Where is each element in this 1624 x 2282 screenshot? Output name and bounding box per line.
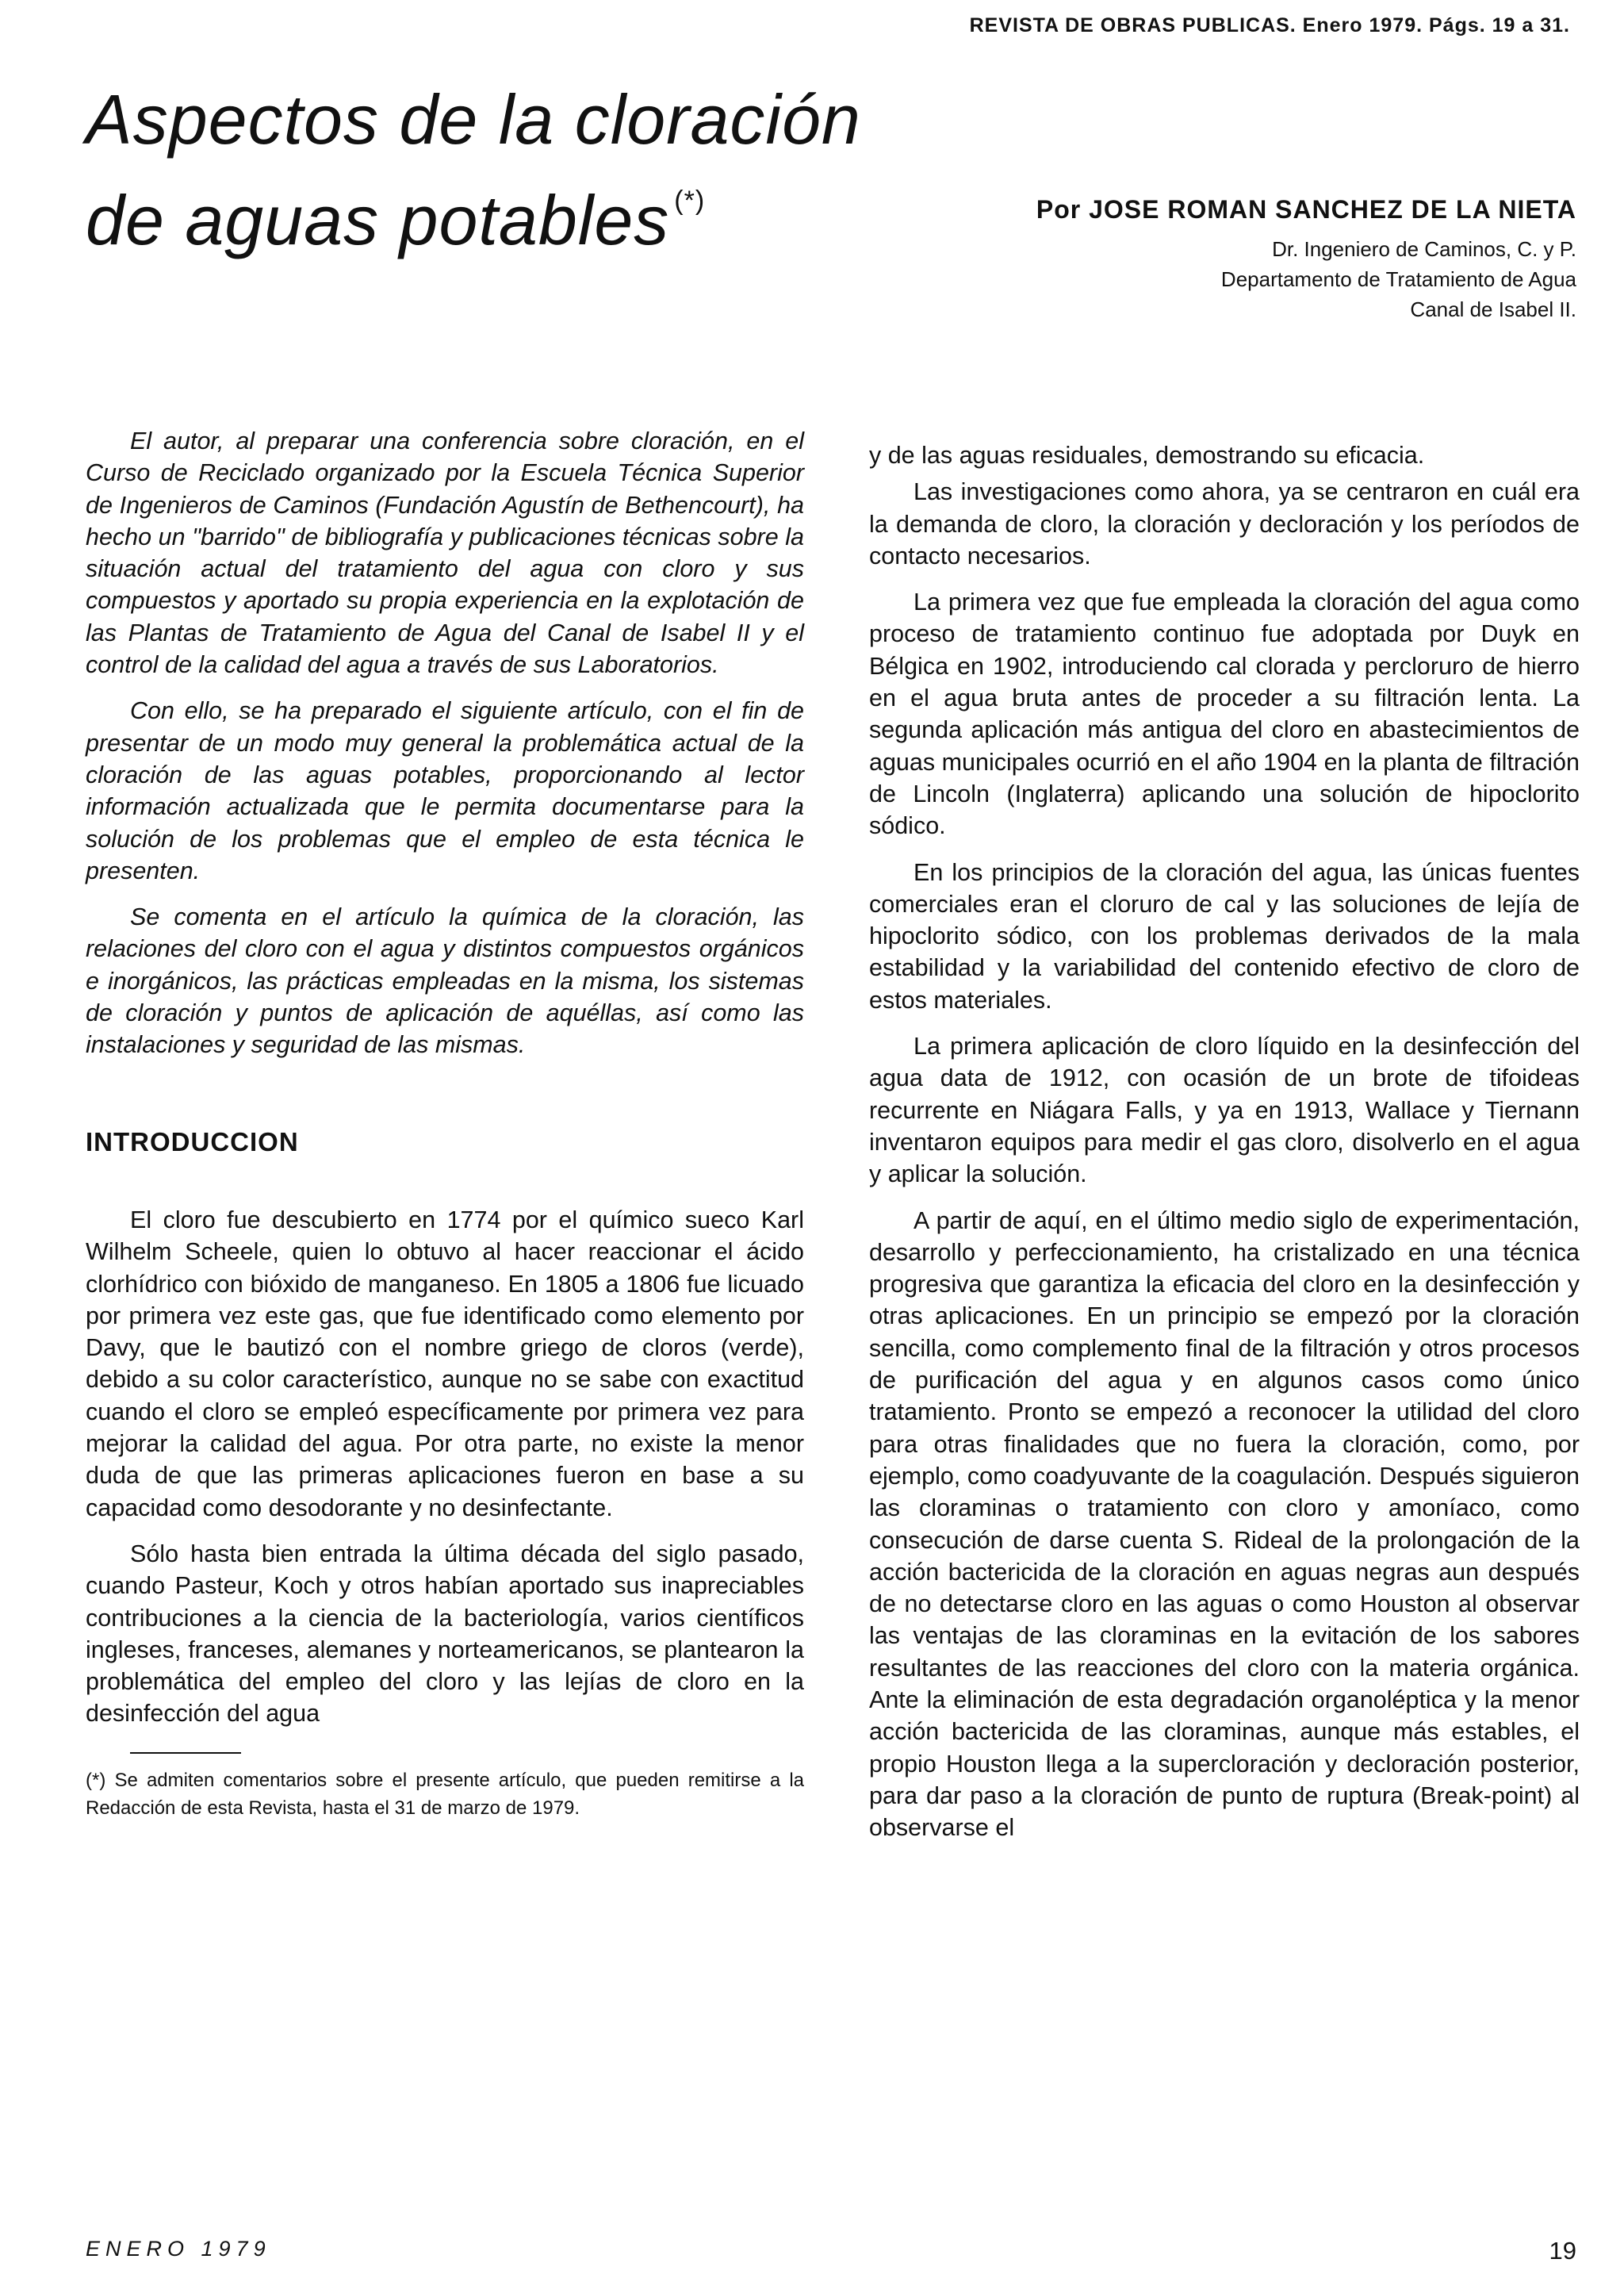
footer-issue-date: ENERO 1979 <box>86 2237 271 2261</box>
running-head: REVISTA DE OBRAS PUBLICAS. Enero 1979. Págs. 19 a 31. <box>969 14 1570 36</box>
abstract <box>86 425 804 1061</box>
title-line-1: Aspectos de la cloración <box>86 80 861 159</box>
title-line-2 <box>86 160 861 261</box>
title-footnote-mark: (*) <box>674 186 706 216</box>
page-number: 19 <box>1549 2237 1576 2265</box>
body-paragraph: A partir de aquí, en el último medio siglo de experimentación, desarrollo y perfeccionamiento, ha cristalizado en una técnica progresiva que garantiza la eficacia del cloro en la desinfección y otras aplicaciones. En un principio se empezó por la cloración sencilla, como complemento final de la filtración y otros procesos de purificación del agua y en algunos casos como único tratamiento. Pronto se empezó a reconocer la utilidad del cloro para otras finalidades que no fuera la cloración, como, por ejemplo, como coadyuvante de la coagulación. Después siguieron las cloraminas o tratamiento con cloro y amoníaco, como consecución de darse cuenta S. Rideal de la prolongación de la acción bactericida de la cloración en aguas negras aun después de no detectarse cloro en las aguas o como Houston al observar las ventajas de las cloraminas en la evitación de los sabores resultantes de las reacciones del cloro con la materia orgánica. Ante la eliminación de esta degradación organoléptica y la menor acción bactericida de las cloraminas, aunque más estables, el propio Houston llega a la supercloración y decloración posterior, para dar paso a la cloración de punto de ruptura (Break-point) al observarse el <box>869 1206 1580 1842</box>
section-heading-introduccion: INTRODUCCION <box>86 1126 299 1156</box>
article-title <box>86 79 861 261</box>
left-column <box>86 425 804 1822</box>
abstract-paragraph: El autor, al preparar una conferencia sobre cloración, en el Curso de Reciclado organizado por la Escuela Técnica Superior de Ingenieros de Caminos (Fundación Agustín de Bethencourt), ha hecho un "barrido" de bibliografía y publicaciones técnicas sobre la situación actual del tratamiento del agua con cloro y sus compuestos y aportado su propia experiencia en la explotación de las Plantas de Tratamiento de Agua del Canal de Isabel II y el control de la calidad del agua a través de sus Laboratorios. <box>86 428 804 679</box>
footnote-divider <box>130 1752 241 1754</box>
footnote: (*) Se admiten comentarios sobre el presente artículo, que pueden remitirse a la Redacción de esta Revista, hasta el 31 de marzo de 1979. <box>86 1769 804 1819</box>
body-paragraph-continuation: y de las aguas residuales, demostrando su eficacia. <box>869 442 1425 469</box>
byline <box>872 195 1576 324</box>
body-paragraph: La primera aplicación de cloro líquido en la desinfección del agua data de 1912, con ocasión de un brote de tifoideas recurrente en Niágara Falls, y ya en 1913, Wallace y Tiernann inventaron equipos para medir el gas cloro, disolverlo en el agua y aplicar la solución. <box>869 1033 1580 1188</box>
abstract-paragraph: Se comenta en el artículo la química de la cloración, las relaciones del cloro con el agua y distintos compuestos orgánicos e inorgánicos, las prácticas empleadas en la misma, los sistemas de cloración y puntos de aplicación de aquéllas, así como las instalaciones y seguridad de las mismas. <box>86 903 804 1059</box>
body-paragraph: Sólo hasta bien entrada la última década del siglo pasado, cuando Pasteur, Koch y otros habían aportado sus inapreciables contribuciones a la ciencia de la bacteriología, varios científicos ingleses, franceses, alemanes y norteamericanos, se plantearon la problemática del empleo del cloro y las lejías de cloro en la desinfección del agua <box>86 1540 804 1728</box>
affiliation-department: Departamento de Tratamiento de Agua <box>1220 267 1576 291</box>
affiliation-organization: Canal de Isabel II. <box>1410 297 1576 321</box>
body-paragraph: En los principios de la cloración del agua, las únicas fuentes comerciales eran el cloruro de cal y las soluciones de lejía de hipoclorito sódico, con los problemas derivados de la mala estabilidad y la variabilidad del contenido efectivo de cloro de estos materiales. <box>869 858 1580 1014</box>
body-paragraph: Las investigaciones como ahora, ya se centraron en cuál era la demanda de cloro, la cloración y decloración y los períodos de contacto necesarios. <box>869 478 1580 570</box>
abstract-paragraph: Con ello, se ha preparado el siguiente artículo, con el fin de presentar de un modo muy general la problemática actual de la cloración de las aguas potables, proporcionando al lector información actualizada que le permita documentarse para la solución de los problemas que el empleo de esta técnica le presenten. <box>86 697 804 884</box>
body-paragraph: La primera vez que fue empleada la cloración del agua como proceso de tratamiento continuo fue adoptada por Duyk en Bélgica en 1902, introduciendo cal clorada y percloruro de hierro en el agua bruta antes de proceder a su filtración lenta. La segunda aplicación más antigua del cloro en abastecimientos de aguas municipales ocurrió en el año 1904 en la planta de filtración de Lincoln (Inglaterra) aplicando una solución de hipoclorito sódico. <box>869 589 1580 840</box>
right-column <box>869 439 1580 1858</box>
author-name: Por JOSE ROMAN SANCHEZ DE LA NIETA <box>1036 195 1576 224</box>
affiliation-degree: Dr. Ingeniero de Caminos, C. y P. <box>1272 237 1576 261</box>
title-line-2-text: de aguas potables <box>86 181 670 259</box>
body-paragraph: El cloro fue descubierto en 1774 por el químico sueco Karl Wilhelm Scheele, quien lo obtuvo al hacer reaccionar el ácido clorhídrico con bióxido de manganeso. En 1805 a 1806 fue licuado por primera vez este gas, que fue identificado como elemento por Davy, que le bautizó con el nombre griego de cloros (verde), debido a su color característico, aunque no se sabe con exactitud cuando el cloro se empleó específicamente por primera vez para mejorar la calidad del agua. Por otra parte, no existe la menor duda de que las primeras aplicaciones fueron en base a su capacidad como desodorante y no desinfectante. <box>86 1206 804 1521</box>
